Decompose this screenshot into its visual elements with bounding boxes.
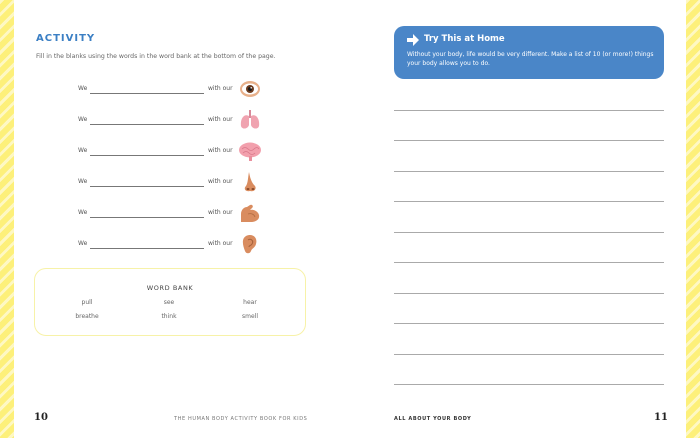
writing-line[interactable] [394,384,664,385]
word-bank-title: WORD BANK [146,284,194,292]
right-chevron-border [686,0,700,438]
word-bank-word: smell [242,313,258,320]
fill-blank-row [78,235,278,255]
word-bank-word: think [161,313,177,320]
section-title: ACTIVITY [36,33,96,44]
writing-line[interactable] [394,110,664,111]
writing-line[interactable] [394,354,664,355]
row-suffix: with our [208,240,233,247]
blank-line[interactable] [90,124,204,125]
writing-line[interactable] [394,140,664,141]
word-bank-word: breathe [75,313,99,320]
nose-icon [238,171,262,193]
writing-line[interactable] [394,171,664,172]
row-suffix: with our [208,116,233,123]
fill-blank-row [78,142,278,162]
blank-line[interactable] [90,217,204,218]
running-header: ALL ABOUT YOUR BODY [394,416,472,422]
fill-blank-row [78,111,278,131]
row-prefix: We [78,116,88,123]
writing-line[interactable] [394,201,664,202]
row-prefix: We [78,147,88,154]
brain-icon [238,140,262,162]
left-page [14,0,350,438]
arm-muscle-icon [238,202,262,224]
word-bank-word: see [163,299,175,306]
writing-line[interactable] [394,293,664,294]
arrow-right-icon [406,34,420,46]
lungs-icon [238,109,262,131]
writing-line[interactable] [394,232,664,233]
fill-blank-row [78,204,278,224]
fill-blank-row [78,80,278,100]
callout-title: Try This at Home [424,34,505,44]
instructions: Fill in the blanks using the words in the word bank at the bottom of the page. [36,53,276,60]
try-this-callout [394,26,664,79]
right-page [350,0,686,438]
word-bank-word: hear [243,299,257,306]
writing-line[interactable] [394,262,664,263]
blank-line[interactable] [90,93,204,94]
row-suffix: with our [208,178,233,185]
word-bank-box [34,268,306,336]
blank-line[interactable] [90,155,204,156]
writing-line[interactable] [394,323,664,324]
blank-line[interactable] [90,248,204,249]
blank-line[interactable] [90,186,204,187]
row-prefix: We [78,209,88,216]
fill-blank-row [78,173,278,193]
row-prefix: We [78,240,88,247]
left-chevron-border [0,0,14,438]
page-number-right: 11 [654,412,668,423]
row-suffix: with our [208,85,233,92]
running-footer: THE HUMAN BODY ACTIVITY BOOK FOR KIDS [174,416,308,422]
row-prefix: We [78,85,88,92]
row-suffix: with our [208,209,233,216]
row-prefix: We [78,178,88,185]
page-number-left: 10 [34,412,48,423]
ear-icon [238,233,262,255]
callout-body: Without your body, life would be very different. Make a list of 10 (or more!) things your body allows you to do. [407,51,654,67]
row-suffix: with our [208,147,233,154]
word-bank-word: pull [81,299,93,306]
eye-icon [238,78,262,100]
